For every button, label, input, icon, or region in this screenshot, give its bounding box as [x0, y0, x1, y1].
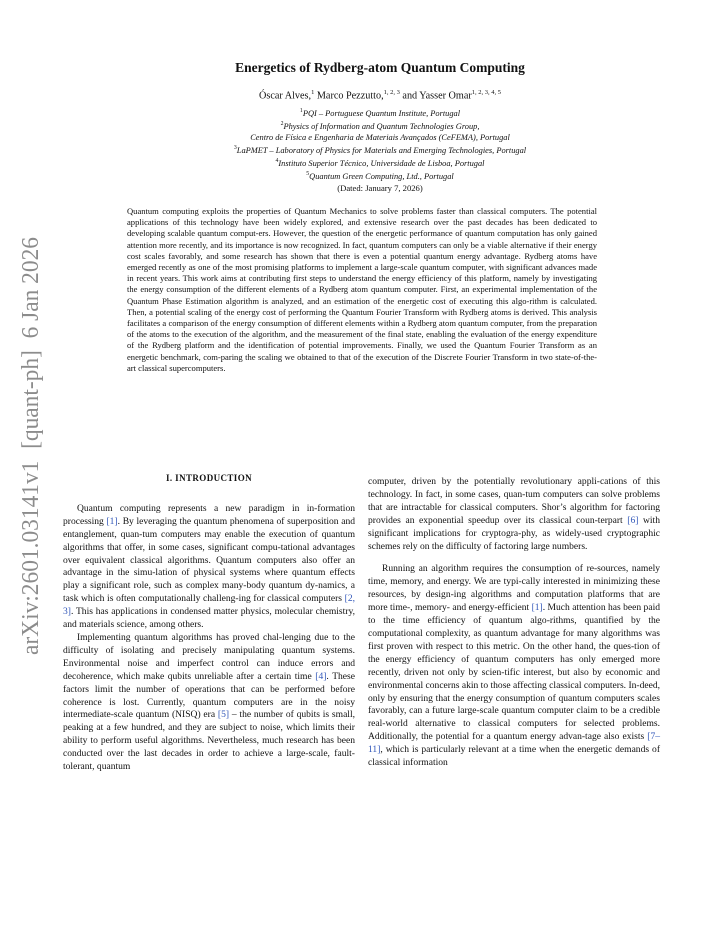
- affiliation-line: [100, 106, 660, 119]
- author-list: [100, 89, 660, 101]
- paragraph: [368, 476, 660, 553]
- author-name: Marco Pezzutto,: [316, 90, 384, 102]
- author-affiliation-marker: 1, 2, 3: [383, 89, 400, 96]
- citation-link[interactable]: [5]: [217, 709, 230, 721]
- paper-header: [100, 60, 660, 194]
- author-name: Óscar Alves,: [259, 90, 312, 102]
- paragraph-text: with significant implications for cryptogra-phy, as widely-used cryptographic schemes rely on the difficulty of factoring large numbers.: [368, 514, 660, 552]
- paragraph-text: . These factors limit the number of operations that can be performed before coherence is lost. Currently, quantum computers are in the noisy intermediate-scale quantum (NISQ) era: [63, 670, 355, 721]
- affiliation-line: [100, 143, 660, 156]
- paper-title: Energetics of Rydberg-atom Quantum Computing: [235, 60, 525, 75]
- affiliation-marker: 4: [275, 158, 279, 165]
- paragraph-text: Implementing quantum algorithms has proved chal-lenging due to the difficulty of isolating and precisely manipulating quantum systems. Environmental noise and imperfect control can induce errors and decoherence, which make qubits unreliable after a certain time: [63, 631, 355, 682]
- affiliation-marker: 5: [306, 171, 310, 178]
- paragraph-text: Quantum computing represents a new paradigm in in-formation processing: [63, 502, 355, 527]
- affiliation-marker: 1: [299, 108, 303, 115]
- arxiv-stamp-text: arXiv:2601.03141v1 [quant-ph] 6 Jan 2026: [17, 235, 44, 655]
- author-affiliation-marker: 1: [311, 89, 315, 96]
- affiliation-text: Quantum Green Computing, Ltd., Portugal: [309, 171, 454, 181]
- paragraph-text: Running an algorithm requires the consumption of re-sources, namely time, memory, and energy. We are typi-cally interested in minimizing these resources, by design-ing algorithms and computation platforms that are more time-, memory- and energy-efficient: [368, 563, 660, 614]
- arxiv-identifier-stamp: [8, 235, 48, 655]
- affiliation-line: [100, 156, 660, 169]
- paragraph-text: . By leveraging the quantum phenomena of superposition and entanglement, quan-tum computers may enable the execution of quantum algorithms that offer, in some cases, significant compu-tational advantages over equivalent classical algorithms. Quantum computers also offer an advantage in the simu-lation of physical systems where quantum effects play a significant role, such as complex many-body quantum dy-namics, a task which is often computationally challeng-ing for classical computers: [63, 515, 356, 605]
- left-column: [63, 472, 355, 774]
- paragraph: [368, 563, 660, 770]
- citation-link[interactable]: [1]: [106, 515, 118, 527]
- paragraph: [63, 503, 355, 632]
- paragraph-gap: [368, 553, 660, 563]
- affiliation-line: [100, 132, 660, 143]
- citation-link[interactable]: [7–11]: [368, 731, 660, 756]
- affiliation-text: Instituto Superior Técnico, Universidade de Lisboa, Portugal: [278, 158, 485, 168]
- date-line: (Dated: January 7, 2026): [337, 182, 423, 193]
- paragraph-text: . Much attention has been paid to the time efficiency of quantum algo-rithms, quantified by the computational complexity, as quantum advantage for many algorithms was first proven with respect to this metric. On the other hand, the ques-tion of the energy efficiency of quantum computers has only emerged more recently, driven not only by scien-tific interest, but also by economic and environmental concerns akin to those affecting classical computers. In-deed, only by ensuring that the energy consumption of quantum computers scales favorably, can a future large-scale quantum computer claim to be a credible real-world alternative to classical computers for selected problems. Additionally, the potential for a quantum energy advan-tage also exists: [368, 602, 660, 743]
- citation-link[interactable]: [6]: [627, 514, 639, 526]
- affiliation-line: [100, 169, 660, 182]
- right-column: [368, 476, 660, 770]
- abstract: Quantum computing exploits the properties of Quantum Mechanics to solve problems faster than classical computers. The potential applications of this technology have been widely explored, and extensive research over the past decades has been dedicated to developing scalable quantum comput-ers. However, the question of the energetic performance of quantum computation has only gained attention more recently, and its importance is now recognized. In fact, quantum computers can only be a viable alternative if their energy cost scales favorably, and some research has shown that there is even a potential quantum energy advantage. Rydberg atoms have emerged recently as one of the most promising platforms to implement a large-scale quantum computer, with significant advances made in recent years. This work aims at contributing first steps to understand the energy efficiency of this platform, namely by investigating the energy consumption of the different elements of a Rydberg atom quantum computer. First, an experimental implementation of the Quantum Phase Estimation algorithm is analyzed, and an estimation of the energetic cost of executing this algo-rithm is calculated. Then, a potential scaling of the energy cost of performing the Quantum Fourier Transform with Rydberg atoms is derived. This analysis facilitates a comparison of the energy consumption of different elements within a Rydberg atom quantum computer, from the preparation of the atoms to the execution of the algorithm, and the measurement of the final state, enabling the evaluation of the energy expenditure of the Rydberg platform and the identification of potential improvements. Finally, we used the Quantum Fourier Transform as an energetic benchmark, com-paring the scaling we obtained to that of the execution of the Discrete Fourier Transform in two state-of-the-art classical supercomputers.: [127, 206, 597, 373]
- paragraph-text: – the number of qubits is small, peaking at a few hundred, and they are subject to noise, which limits their ability to perform useful algorithms. Nevertheless, much research has been conducted over the last decades in order to achieve a large-scale, fault-tolerant, quantum: [63, 709, 355, 773]
- affiliation-marker: 3: [233, 145, 237, 152]
- affiliation-marker: 2: [280, 121, 284, 128]
- citation-link[interactable]: [1]: [531, 602, 543, 614]
- paragraph-text: . This has applications in condensed matter physics, molecular chemistry, and materials science, among others.: [63, 606, 355, 631]
- affiliation-text: LaPMET – Laboratory of Physics for Materials and Emerging Technologies, Portugal: [236, 146, 527, 156]
- paragraph-text: computer, driven by the potentially revolutionary appli-cations of this technology. In fact, in some cases, quan-tum computers can solve problems that are intractable for classical computers. Shor’s algorithm for factoring provides an exponential speedup over its classical coun-terpart: [368, 476, 660, 526]
- section-heading: I. INTRODUCTION: [165, 473, 252, 483]
- affiliation-text: Centro de Física e Engenharia de Materiais Avançados (CeFEMA), Portugal: [250, 133, 510, 143]
- citation-link[interactable]: [4]: [315, 670, 327, 682]
- author-affiliation-marker: 1, 2, 3, 4, 5: [471, 89, 501, 96]
- author-name: and Yasser Omar: [402, 90, 472, 102]
- paragraph: [63, 632, 355, 774]
- citation-link[interactable]: [2, 3]: [63, 593, 355, 618]
- paragraph-text: , which is particularly relevant at a time when the energetic demands of classical information: [368, 744, 660, 769]
- affiliation-text: PQI – Portuguese Quantum Institute, Portugal: [302, 109, 461, 119]
- affiliation-line: [100, 119, 660, 132]
- affiliation-text: Physics of Information and Quantum Technologies Group,: [283, 122, 480, 132]
